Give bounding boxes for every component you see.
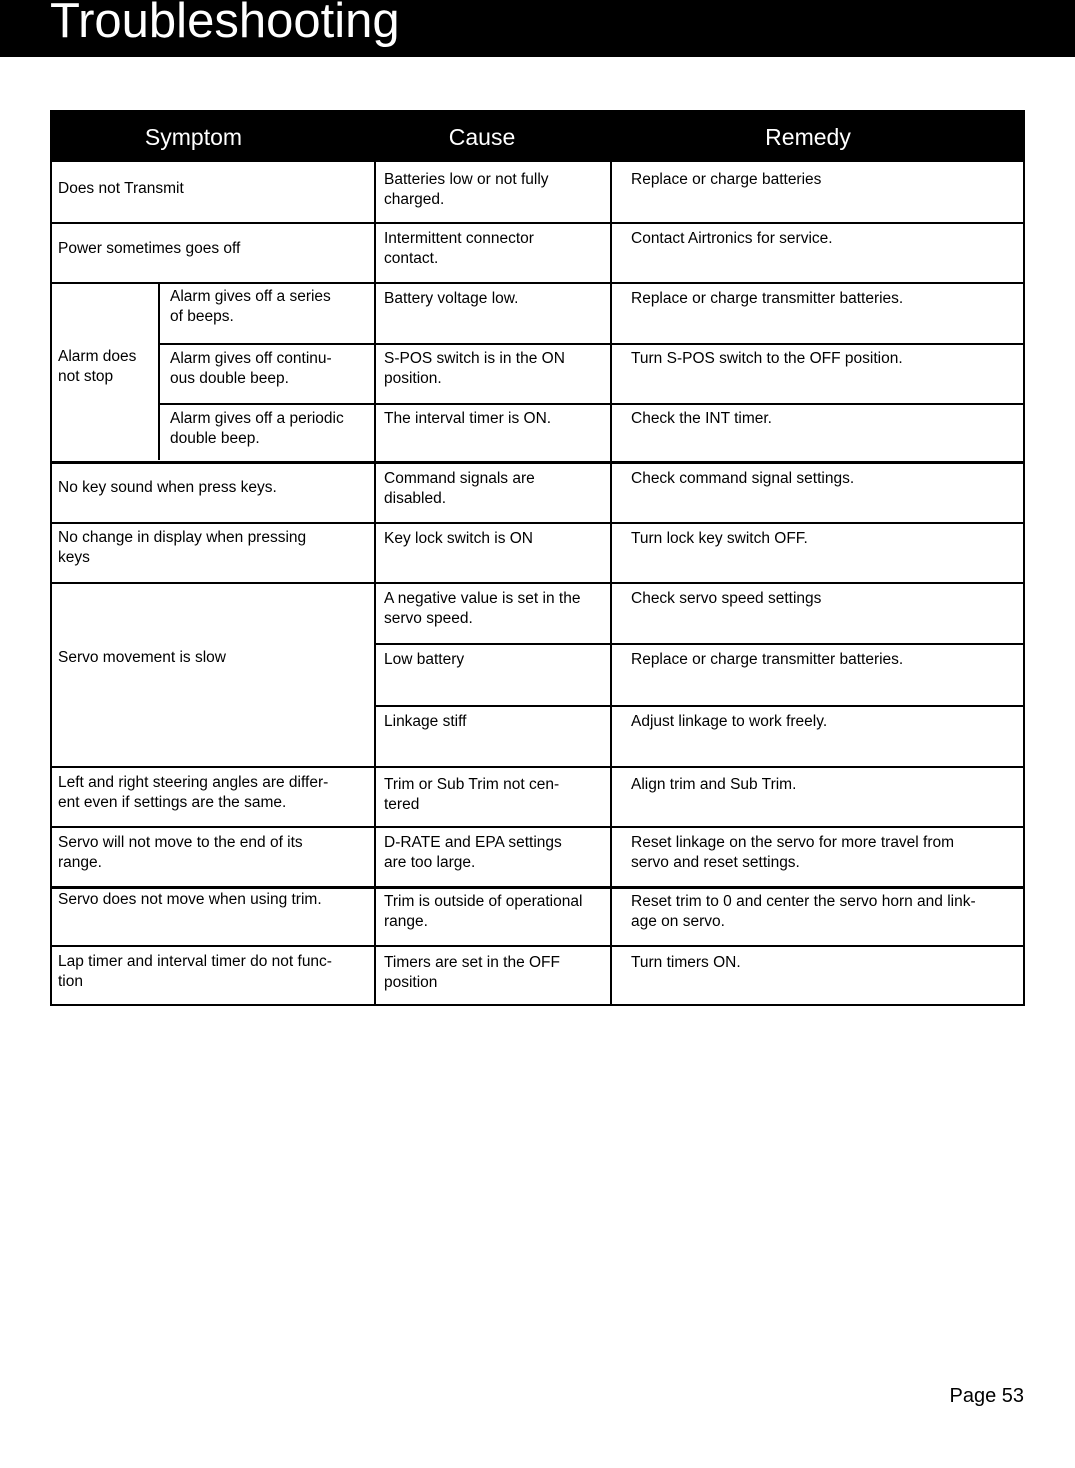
row-divider: [158, 403, 1023, 405]
remedy-cell: Replace or charge transmitter batteries.: [631, 290, 904, 307]
remedy-cell: Check servo speed settings: [631, 590, 822, 607]
row-divider: [52, 282, 1023, 284]
symptom-cell: Lap timer and interval timer do not func- tion: [58, 953, 332, 990]
sub-symptom-cell: Alarm gives off a periodic double beep.: [170, 410, 344, 447]
remedy-cell: Turn lock key switch OFF.: [631, 530, 808, 547]
symptom-cell: Does not Transmit: [58, 180, 184, 197]
cause-cell: Low battery: [384, 651, 465, 668]
remedy-cell: Check the INT timer.: [631, 410, 772, 427]
remedy-cell: Check command signal settings.: [631, 470, 855, 487]
symptom-cell: Servo does not move when using trim.: [58, 891, 322, 908]
cause-cell: S-POS switch is in the ON position.: [384, 350, 565, 387]
row-divider: [52, 522, 1023, 524]
row-divider: [52, 461, 1023, 464]
cause-cell: Battery voltage low.: [384, 290, 519, 307]
remedy-cell: Align trim and Sub Trim.: [631, 776, 797, 793]
remedy-cell: Replace or charge transmitter batteries.: [631, 651, 904, 668]
remedy-cell: Contact Airtronics for service.: [631, 230, 833, 247]
symptom-cell: Alarm does not stop: [58, 348, 137, 385]
symptom-cell: Left and right steering angles are differ- ent even if settings are the same.: [58, 774, 329, 811]
sub-symptom-cell: Alarm gives off a series of beeps.: [170, 288, 331, 325]
row-divider: [52, 766, 1023, 768]
row-divider: [52, 826, 1023, 828]
troubleshooting-table: [50, 110, 1025, 1006]
header-remedy: Remedy: [765, 124, 851, 150]
remedy-cell: Reset trim to 0 and center the servo horn and link- age on servo.: [631, 893, 976, 930]
row-divider: [52, 886, 1023, 889]
header-cause: Cause: [448, 124, 516, 150]
symptom-cell: Servo will not move to the end of its range.: [58, 834, 303, 871]
remedy-cell: Turn timers ON.: [631, 954, 741, 971]
column-divider: [158, 282, 160, 460]
row-divider: [158, 343, 1023, 345]
cause-cell: Command signals are disabled.: [384, 470, 535, 507]
row-divider: [374, 643, 1023, 645]
symptom-cell: Power sometimes goes off: [58, 240, 241, 257]
row-divider: [52, 945, 1023, 947]
column-divider: [610, 162, 612, 1006]
cause-cell: Intermittent connector contact.: [384, 230, 534, 267]
cause-cell: D-RATE and EPA settings are too large.: [384, 834, 562, 871]
remedy-cell: Adjust linkage to work freely.: [631, 713, 828, 730]
cause-cell: Trim or Sub Trim not cen- tered: [384, 776, 560, 813]
title-bar: [0, 0, 1075, 57]
symptom-cell: No key sound when press keys.: [58, 479, 277, 496]
page-number: Page 53: [949, 1385, 1024, 1407]
remedy-cell: Turn S-POS switch to the OFF position.: [631, 350, 903, 367]
header-symptom: Symptom: [144, 124, 243, 150]
column-divider: [374, 162, 376, 1006]
cause-cell: The interval timer is ON.: [384, 410, 552, 427]
cause-cell: Linkage stiff: [384, 713, 467, 730]
symptom-cell: Servo movement is slow: [58, 649, 226, 666]
cause-cell: Trim is outside of operational range.: [384, 893, 583, 930]
cause-cell: Batteries low or not fully charged.: [384, 171, 549, 208]
cause-cell: A negative value is set in the servo speed.: [384, 590, 581, 627]
page-title: Troubleshooting: [50, 0, 400, 48]
cause-cell: Timers are set in the OFF position: [384, 954, 560, 991]
remedy-cell: Reset linkage on the servo for more travel from servo and reset settings.: [631, 834, 955, 871]
cause-cell: Key lock switch is ON: [384, 530, 534, 547]
row-divider: [52, 222, 1023, 224]
row-divider: [52, 582, 1023, 584]
remedy-cell: Replace or charge batteries: [631, 171, 822, 188]
row-divider: [374, 705, 1023, 707]
symptom-cell: No change in display when pressing keys: [58, 529, 307, 566]
sub-symptom-cell: Alarm gives off continu- ous double beep.: [170, 350, 332, 387]
table-header: [52, 112, 1023, 162]
